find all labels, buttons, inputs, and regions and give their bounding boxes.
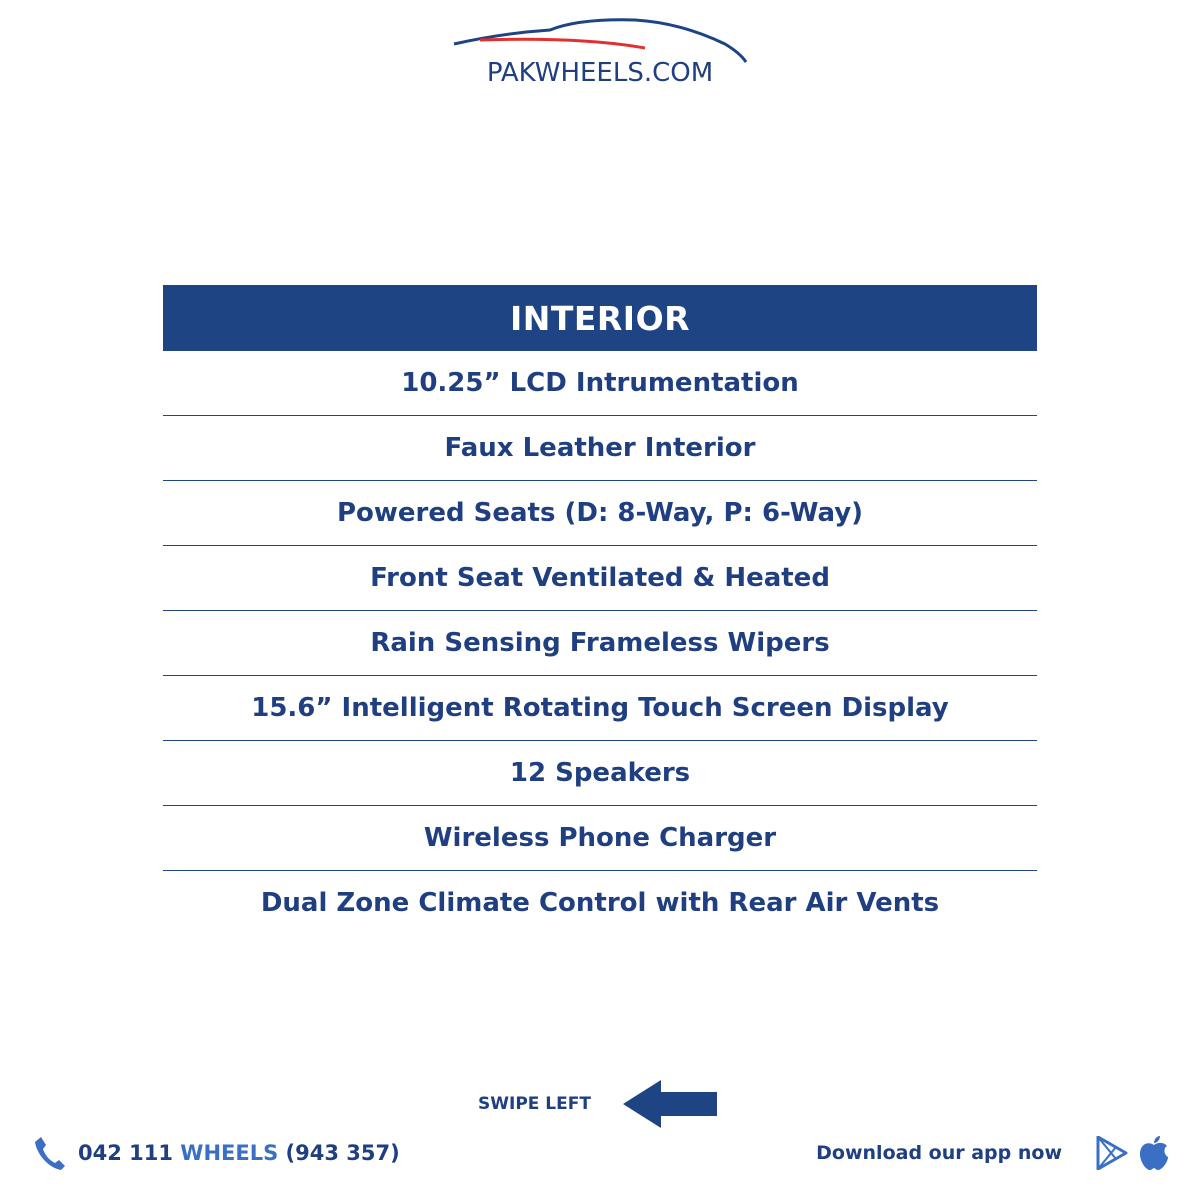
phone-prefix: 042 111 bbox=[78, 1141, 173, 1165]
logo-text: PAKWHEELS.COM bbox=[486, 58, 714, 88]
phone-icon bbox=[34, 1135, 66, 1171]
download-app bbox=[816, 1133, 1170, 1173]
swipe-hint bbox=[478, 1080, 717, 1128]
table-row: Wireless Phone Charger bbox=[163, 806, 1037, 871]
phone-suffix: (943 357) bbox=[285, 1141, 400, 1165]
pakwheels-logo bbox=[450, 14, 750, 94]
table-row: Faux Leather Interior bbox=[163, 416, 1037, 481]
table-row: 15.6” Intelligent Rotating Touch Screen Display bbox=[163, 676, 1037, 741]
table-row: 10.25” LCD Intrumentation bbox=[163, 351, 1037, 416]
table-row: Front Seat Ventilated & Heated bbox=[163, 546, 1037, 611]
table-row: Powered Seats (D: 8-Way, P: 6-Way) bbox=[163, 481, 1037, 546]
interior-features-table bbox=[163, 285, 1037, 935]
arrow-left-icon bbox=[623, 1080, 717, 1128]
phone-contact[interactable] bbox=[34, 1135, 400, 1171]
swipe-label: SWIPE LEFT bbox=[478, 1094, 591, 1114]
download-label: Download our app now bbox=[816, 1142, 1062, 1164]
table-row: Dual Zone Climate Control with Rear Air Vents bbox=[260, 888, 940, 918]
phone-word: WHEELS bbox=[180, 1141, 279, 1165]
apple-icon[interactable] bbox=[1138, 1135, 1170, 1171]
table-row: 12 Speakers bbox=[163, 741, 1037, 806]
phone-number[interactable] bbox=[78, 1141, 400, 1165]
car-silhouette-icon bbox=[450, 14, 750, 64]
google-play-icon[interactable] bbox=[1096, 1136, 1128, 1170]
table-title: INTERIOR bbox=[163, 285, 1037, 351]
table-row: Rain Sensing Frameless Wipers bbox=[163, 611, 1037, 676]
